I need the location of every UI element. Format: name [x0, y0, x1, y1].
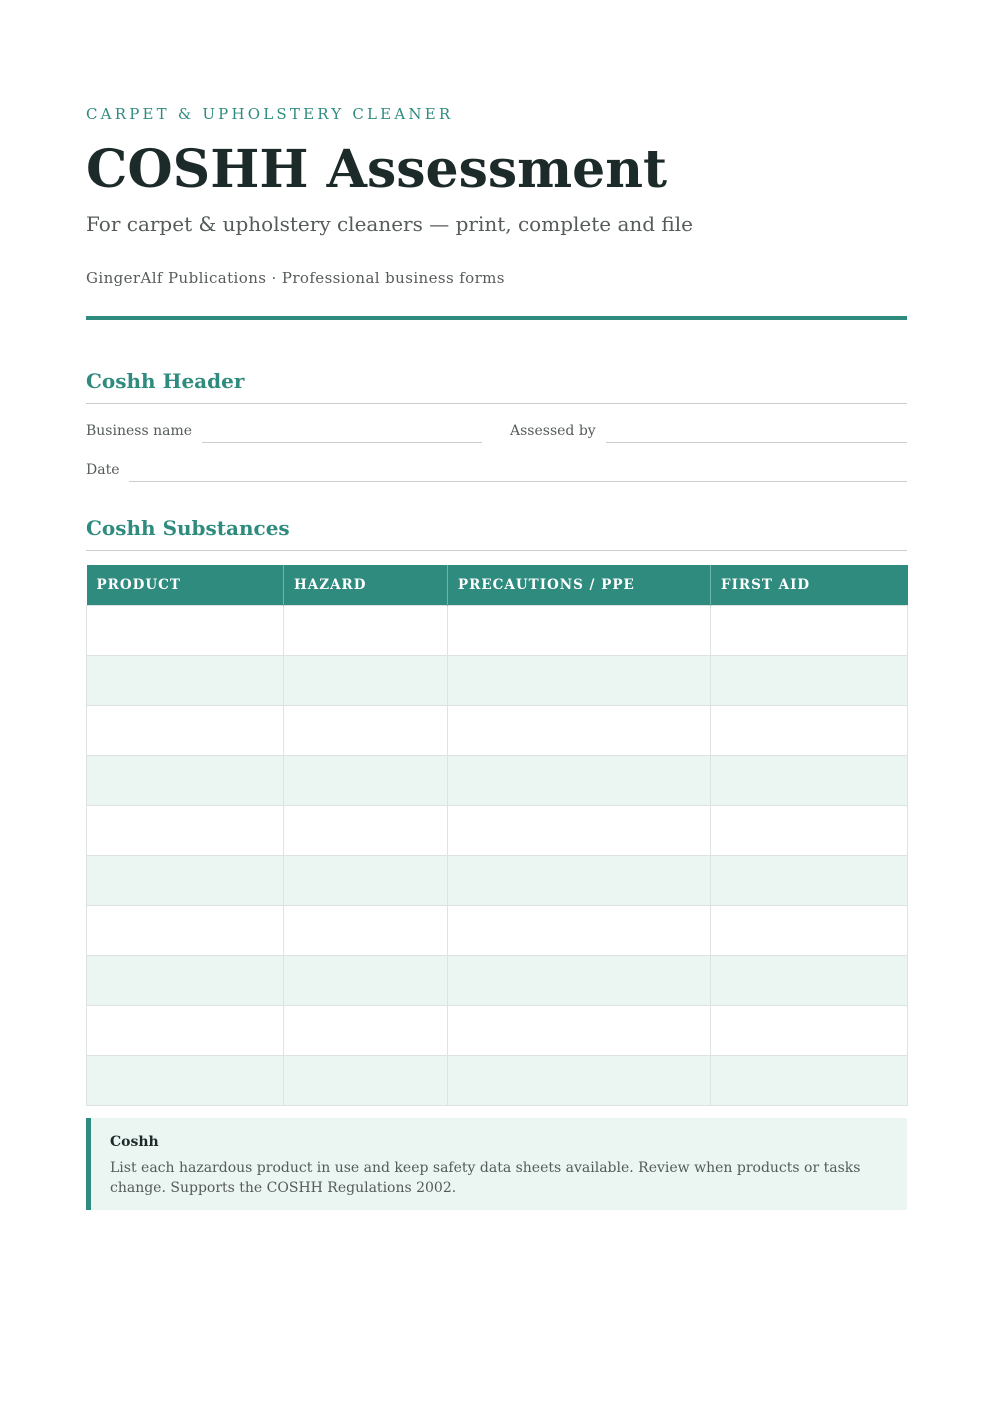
table-cell[interactable]: [284, 1056, 448, 1106]
table-cell[interactable]: [711, 606, 908, 656]
table-cell[interactable]: [87, 806, 284, 856]
info-note: [86, 1118, 907, 1210]
table-cell[interactable]: [87, 1056, 284, 1106]
table-cell[interactable]: [711, 856, 908, 906]
assessed-by-field[interactable]: [606, 442, 907, 443]
substances-table: [86, 565, 908, 1106]
table-cell[interactable]: [711, 1006, 908, 1056]
table-row: [87, 656, 908, 706]
table-cell[interactable]: [87, 906, 284, 956]
column-header-hazard: HAZARD: [284, 565, 448, 606]
table-cell[interactable]: [87, 656, 284, 706]
business-name-label: Business name: [86, 423, 193, 439]
table-cell[interactable]: [284, 806, 448, 856]
business-name-field[interactable]: [202, 442, 482, 443]
table-cell[interactable]: [87, 1006, 284, 1056]
table-cell[interactable]: [711, 706, 908, 756]
table-cell[interactable]: [711, 1056, 908, 1106]
table-cell[interactable]: [87, 606, 284, 656]
table-header-row: [87, 565, 908, 606]
table-cell[interactable]: [448, 706, 711, 756]
table-row: [87, 956, 908, 1006]
column-header-product: PRODUCT: [87, 565, 284, 606]
table-cell[interactable]: [448, 856, 711, 906]
column-header-first-aid: FIRST AID: [711, 565, 908, 606]
table-row: [87, 756, 908, 806]
table-row: [87, 1006, 908, 1056]
table-cell[interactable]: [87, 956, 284, 1006]
table-cell[interactable]: [284, 606, 448, 656]
table-cell[interactable]: [284, 1006, 448, 1056]
table-cell[interactable]: [87, 856, 284, 906]
table-cell[interactable]: [284, 856, 448, 906]
section-title-header: Coshh Header: [86, 369, 245, 393]
page-subtitle: For carpet & upholstery cleaners — print, complete and file: [86, 212, 693, 236]
section-divider: [86, 403, 907, 404]
section-title-substances: Coshh Substances: [86, 516, 290, 540]
table-cell[interactable]: [448, 906, 711, 956]
date-label: Date: [86, 462, 120, 478]
note-title: Coshh: [110, 1134, 159, 1150]
note-body: List each hazardous product in use and keep safety data sheets available. Review when products or tasks change. Supports the COSHH Regulations 2002.: [110, 1160, 861, 1196]
table-cell[interactable]: [284, 956, 448, 1006]
header-divider: [86, 316, 907, 320]
table-row: [87, 806, 908, 856]
publisher-line: GingerAlf Publications · Professional business forms: [86, 269, 505, 287]
table-cell[interactable]: [87, 756, 284, 806]
table-cell[interactable]: [448, 956, 711, 1006]
table-cell[interactable]: [448, 656, 711, 706]
substances-table-body: [87, 606, 908, 1106]
table-row: [87, 706, 908, 756]
table-cell[interactable]: [711, 806, 908, 856]
column-header-precautions: PRECAUTIONS / PPE: [448, 565, 711, 606]
table-row: [87, 906, 908, 956]
table-cell[interactable]: [711, 756, 908, 806]
table-cell[interactable]: [448, 1006, 711, 1056]
assessed-by-label: Assessed by: [510, 423, 596, 439]
table-cell[interactable]: [448, 606, 711, 656]
table-cell[interactable]: [711, 906, 908, 956]
table-row: [87, 606, 908, 656]
table-cell[interactable]: [711, 656, 908, 706]
table-cell[interactable]: [284, 906, 448, 956]
table-cell[interactable]: [711, 956, 908, 1006]
table-row: [87, 1056, 908, 1106]
table-cell[interactable]: [87, 706, 284, 756]
page-title: COSHH Assessment: [86, 139, 668, 200]
date-field[interactable]: [129, 481, 907, 482]
form-category: CARPET & UPHOLSTERY CLEANER: [86, 105, 454, 123]
table-cell[interactable]: [284, 756, 448, 806]
table-row: [87, 856, 908, 906]
section-divider: [86, 550, 907, 551]
table-cell[interactable]: [448, 1056, 711, 1106]
table-cell[interactable]: [284, 706, 448, 756]
table-cell[interactable]: [448, 756, 711, 806]
table-cell[interactable]: [448, 806, 711, 856]
table-cell[interactable]: [284, 656, 448, 706]
